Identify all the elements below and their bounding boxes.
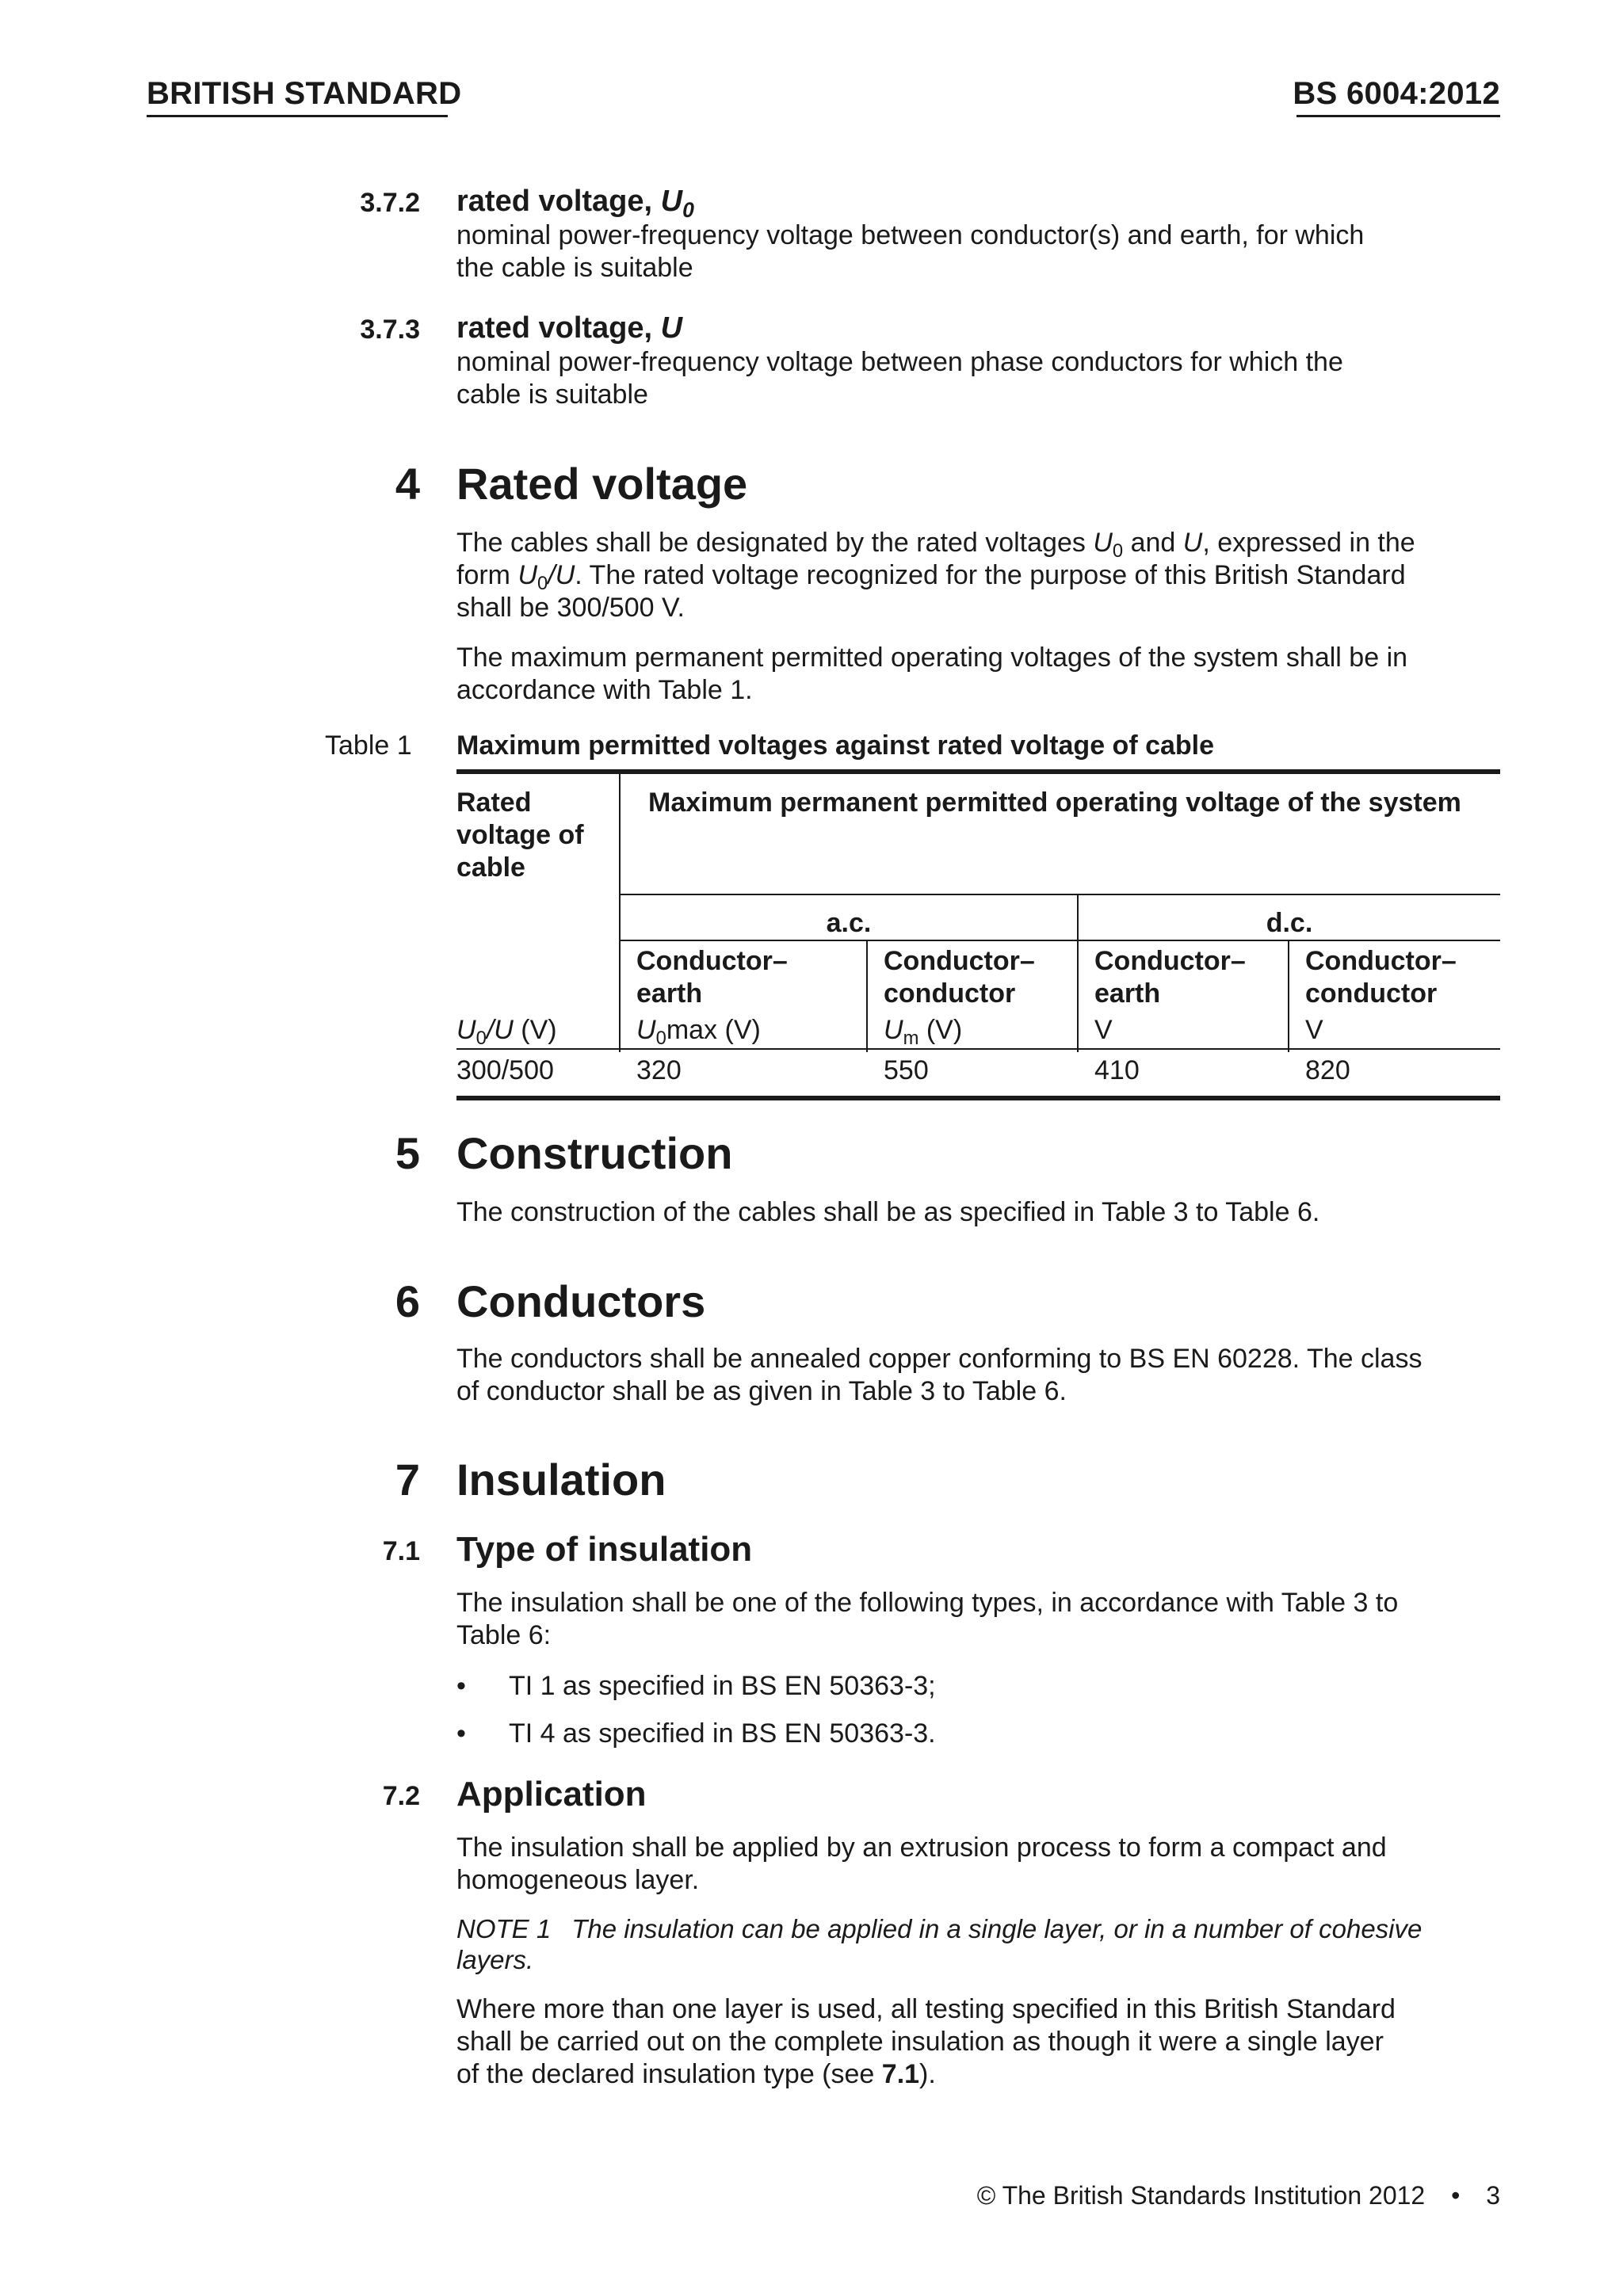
- term-text: rated voltage,: [456, 311, 653, 345]
- table-caption: Maximum permitted voltages against rated voltage of cable: [456, 730, 1215, 761]
- section-number: 6: [395, 1276, 420, 1326]
- table-unit: V: [1094, 1015, 1113, 1045]
- section-title: Conductors: [456, 1276, 706, 1326]
- term-symbol: $U_0$: [660, 185, 694, 222]
- note: NOTE 1 The insulation can be applied in a single layer, or in a number of cohesive layers.: [456, 1914, 1423, 1974]
- table-cell: 550: [884, 1055, 929, 1085]
- table-header-dc: d.c.: [1266, 908, 1313, 938]
- definition-term: [456, 311, 682, 345]
- bullet-icon: •: [456, 1718, 466, 1749]
- cross-reference: 7.1: [881, 2059, 920, 2089]
- paragraph: Where more than one layer is used, all testing specified in this British Standard shall be carried out on the complete insulation as though it were a single layer of the declared insulation type (see 7.1).: [456, 1994, 1396, 2089]
- table-subheader: Conductor– earth: [636, 946, 788, 1009]
- definition-number: 3.7.3: [360, 315, 420, 345]
- table-cell: 320: [636, 1055, 682, 1085]
- paragraph: The cables shall be designated by the rated voltages $U_0$ and U, expressed in the form $U_0/U$. The rated voltage recognized for the purpose of this British Standard shall be 300/500 V.: [456, 528, 1415, 623]
- table-units-rule: [456, 1048, 1500, 1050]
- subsection-title: Type of insulation: [456, 1530, 753, 1569]
- table-col-divider: [866, 941, 868, 1052]
- page-number: 3: [1486, 2181, 1500, 2210]
- table-bottom-rule: [456, 1096, 1500, 1100]
- table-subheader-rule: [621, 940, 1500, 941]
- list-item-text: TI 1 as specified in BS EN 50363-3;: [509, 1671, 936, 1701]
- subsection-title: Application: [456, 1775, 647, 1814]
- copyright-text: © The British Standards Institution 2012: [976, 2181, 1426, 2210]
- paragraph: The insulation shall be one of the following types, in accordance with Table 3 to Table 6:: [456, 1588, 1399, 1650]
- table-unit: $U_0\max$ (V): [636, 1015, 761, 1050]
- table-cell: 300/500: [456, 1055, 554, 1085]
- table-unit: $U_m$ (V): [884, 1015, 963, 1050]
- table-cell: 820: [1305, 1055, 1350, 1085]
- subsection-number: 7.2: [382, 1781, 420, 1811]
- definition-text: nominal power-frequency voltage between conductor(s) and earth, for which the cable is suitable: [456, 220, 1365, 283]
- paragraph: The insulation shall be applied by an extrusion process to form a compact and homogeneous layer.: [456, 1833, 1387, 1895]
- paragraph: The construction of the cables shall be as specified in Table 3 to Table 6.: [456, 1197, 1320, 1227]
- footer-bullet-icon: •: [1451, 2181, 1461, 2210]
- paragraph: The conductors shall be annealed copper conforming to BS EN 60228. The class of conductor shall be as given in Table 3 to Table 6.: [456, 1344, 1423, 1406]
- section-title: Rated voltage: [456, 459, 748, 509]
- table-unit: $U_0/U$ (V): [456, 1015, 557, 1050]
- table-subheader: Conductor– earth: [1094, 946, 1246, 1009]
- table-header-rule: [621, 894, 1500, 895]
- table-label: Table 1: [325, 730, 412, 761]
- bullet-icon: •: [456, 1671, 466, 1701]
- running-header-left: BRITISH STANDARD: [147, 76, 462, 111]
- header-left-rule: [147, 115, 448, 117]
- table-subheader: Conductor– conductor: [1305, 946, 1457, 1009]
- term-symbol: U: [660, 311, 683, 345]
- section-number: 5: [395, 1128, 420, 1178]
- list-item-text: TI 4 as specified in BS EN 50363-3.: [509, 1718, 936, 1749]
- section-title: Insulation: [456, 1455, 666, 1505]
- table-subheader: Conductor– conductor: [884, 946, 1035, 1009]
- term-text: rated voltage,: [456, 185, 653, 218]
- section-title: Construction: [456, 1128, 733, 1178]
- table-header-ac: a.c.: [826, 908, 872, 938]
- section-number: 7: [395, 1455, 420, 1505]
- header-right-rule: [1296, 115, 1500, 117]
- table-header-rated-voltage: Rated voltage of cable: [456, 788, 584, 883]
- running-header-right: BS 6004:2012: [1293, 76, 1500, 111]
- definition-text: nominal power-frequency voltage between phase conductors for which the cable is suitable: [456, 347, 1343, 410]
- table-unit: V: [1305, 1015, 1323, 1045]
- paragraph: The maximum permanent permitted operating voltages of the system shall be in accordance with Table 1.: [456, 643, 1408, 705]
- definition-number: 3.7.2: [360, 188, 420, 218]
- subsection-number: 7.1: [382, 1536, 420, 1566]
- table-col-divider: [1288, 941, 1289, 1052]
- note-label: NOTE 1: [456, 1914, 552, 1943]
- footer: [977, 2180, 1500, 2211]
- table-top-rule: [456, 769, 1500, 774]
- definition-term: [456, 184, 694, 222]
- table-cell: 410: [1094, 1055, 1140, 1085]
- table-header-span: Maximum permanent permitted operating voltage of the system: [648, 788, 1461, 818]
- section-number: 4: [395, 459, 420, 509]
